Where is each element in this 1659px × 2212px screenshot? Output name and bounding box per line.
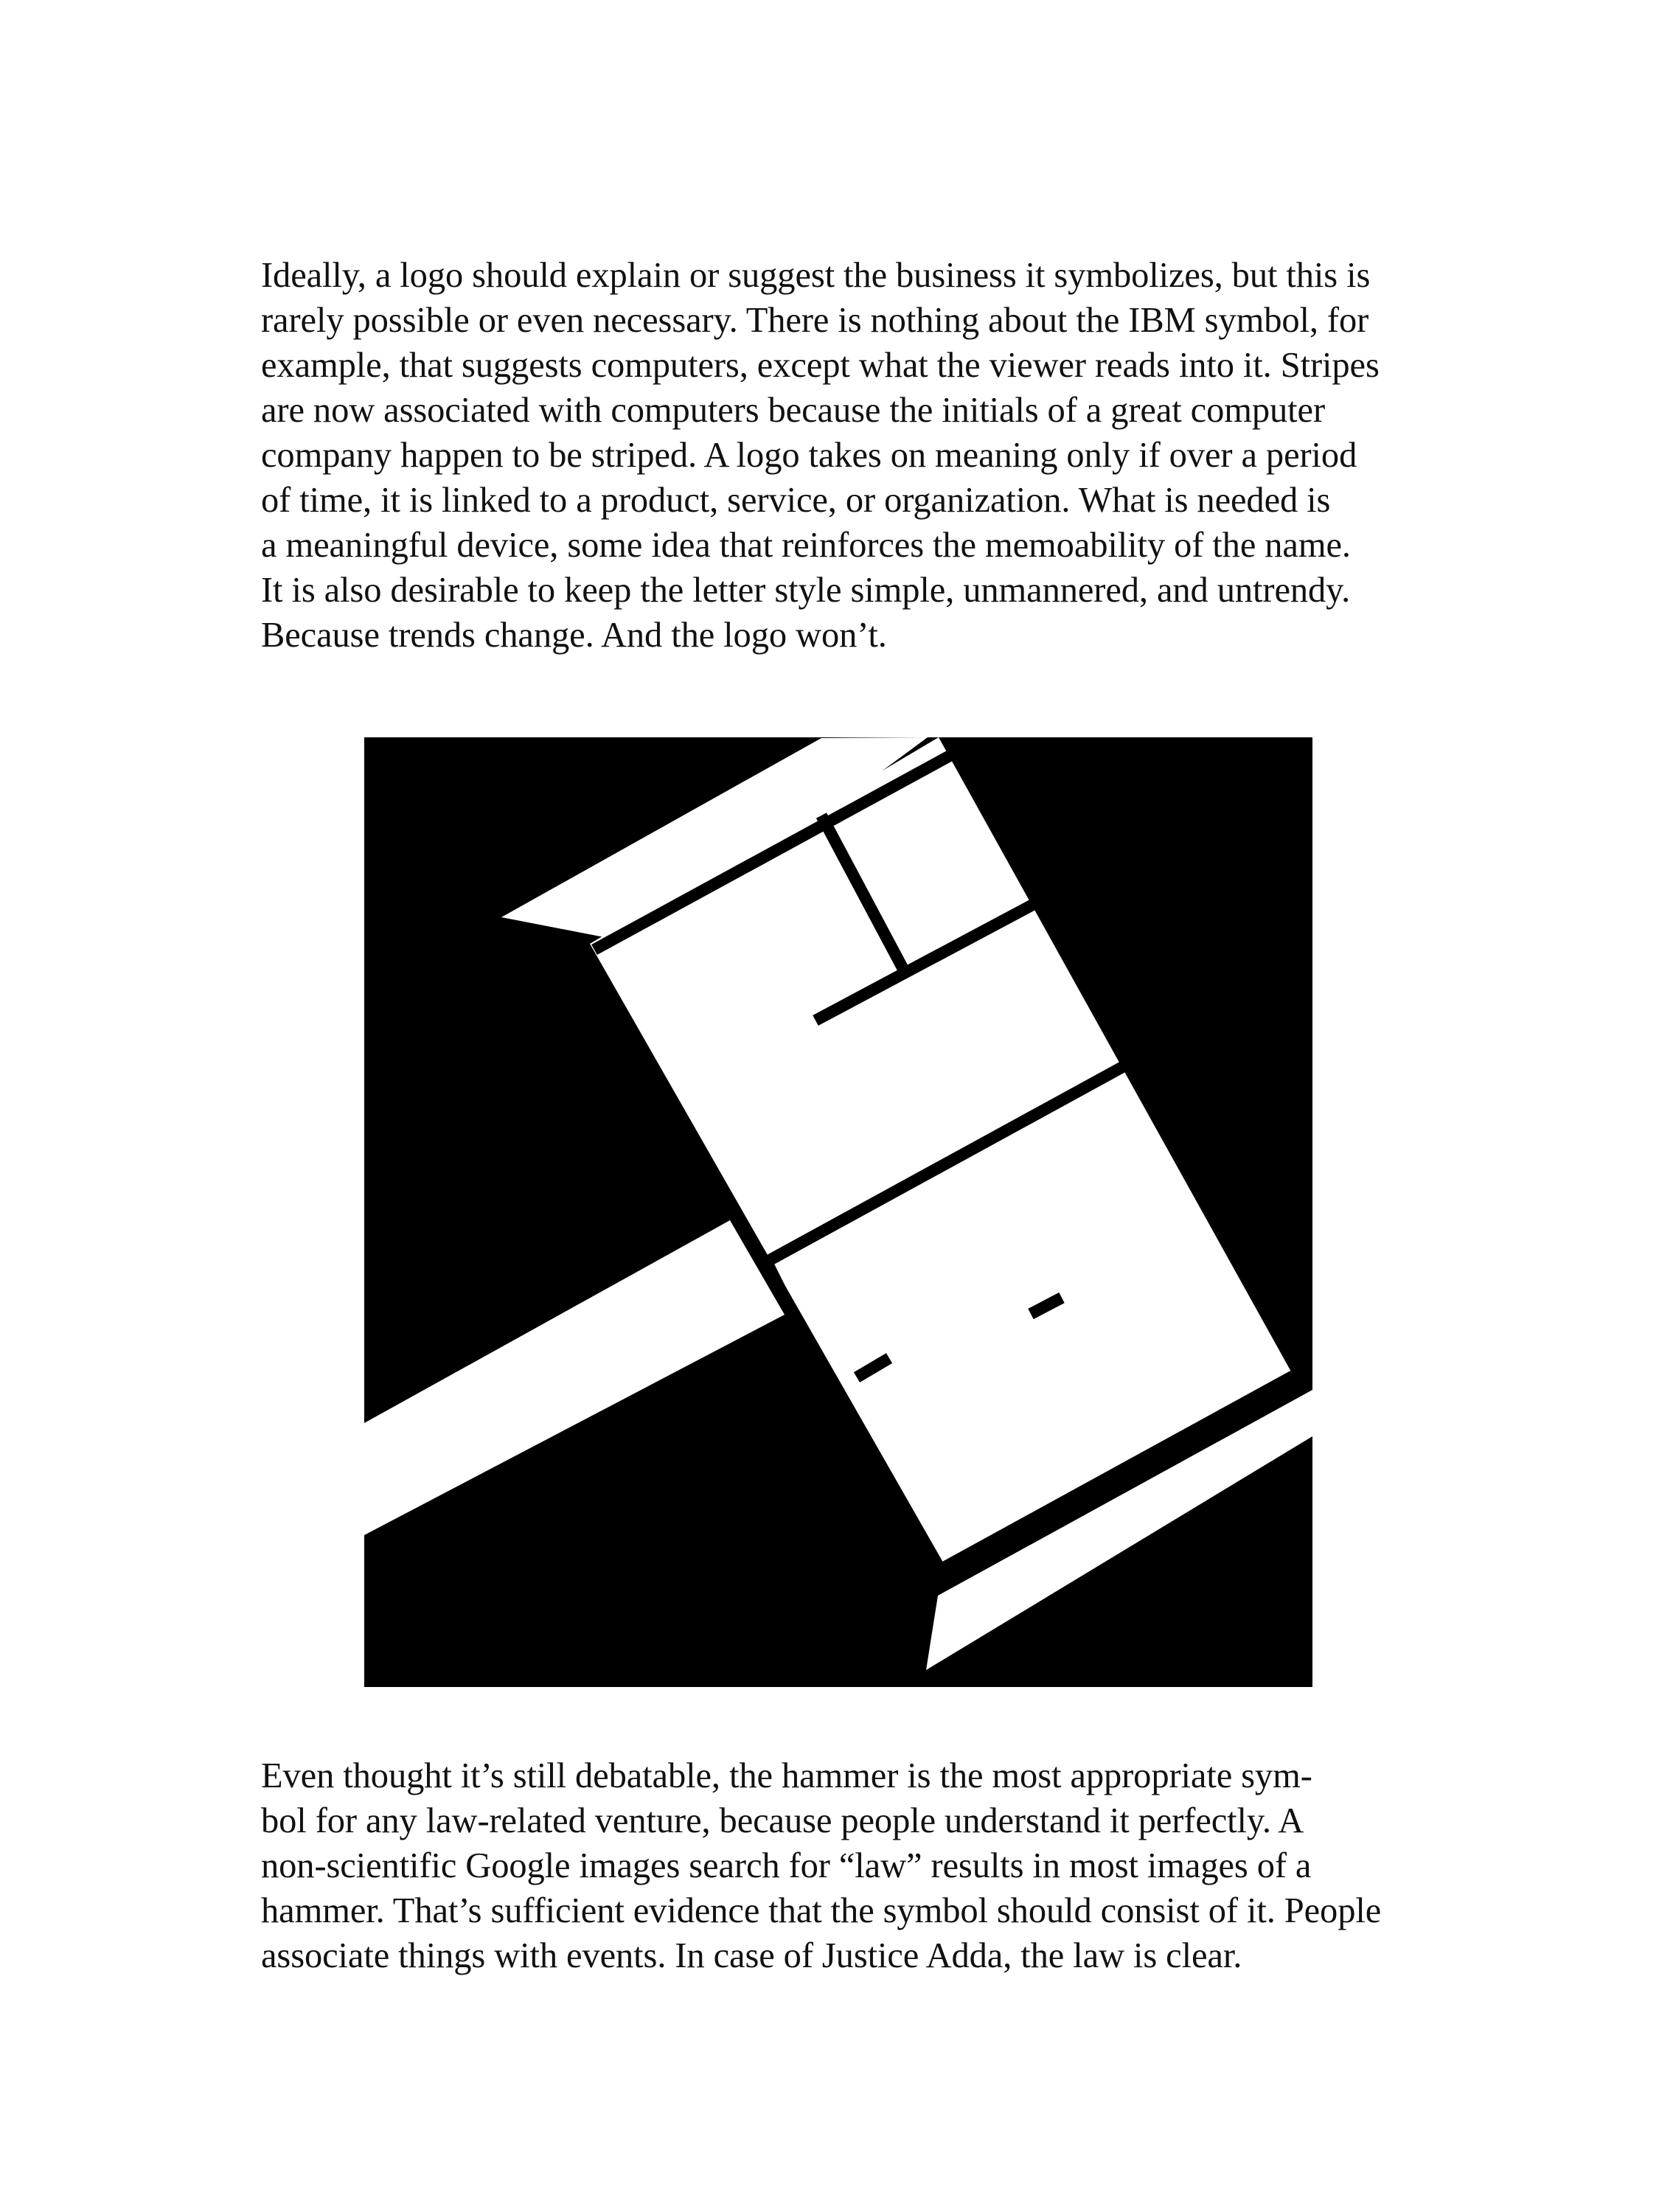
paragraph-line: of time, it is linked to a product, service, or organization. What is needed is (261, 481, 1331, 520)
gavel-hammer-logo-icon (364, 737, 1312, 1687)
paragraph-line: It is also desirable to keep the letter style simple, unmannered, and untrendy. (261, 571, 1351, 610)
closing-paragraph (261, 1753, 1455, 1978)
paragraph-line: example, that suggests computers, except what the viewer reads into it. Stripes (261, 346, 1380, 385)
intro-paragraph (261, 253, 1455, 658)
paragraph-line: non-scientific Google images search for “law” results in most images of a (261, 1846, 1312, 1885)
paragraph-line: Even thought it’s still debatable, the hammer is the most appropriate sym- (261, 1756, 1312, 1795)
paragraph-line: Because trends change. And the logo won’t. (261, 616, 887, 655)
paragraph-line: rarely possible or even necessary. There is nothing about the IBM symbol, for (261, 301, 1369, 340)
hammer-handle (364, 1220, 785, 1535)
hammer-logo-figure (364, 737, 1312, 1687)
paragraph-line: are now associated with computers because the initials of a great computer (261, 391, 1326, 430)
paragraph-line: a meaningful device, some idea that reinforces the memoability of the name. (261, 526, 1351, 565)
paragraph-line: associate things with events. In case of Justice Adda, the law is clear. (261, 1936, 1242, 1975)
paragraph-line: bol for any law-related venture, because people understand it perfectly. A (261, 1801, 1304, 1840)
paragraph-line: company happen to be striped. A logo takes on meaning only if over a period (261, 436, 1357, 475)
paragraph-line: Ideally, a logo should explain or suggest the business it symbolizes, but this is (261, 256, 1371, 295)
paragraph-line: hammer. That’s sufficient evidence that the symbol should consist of it. People (261, 1891, 1382, 1930)
